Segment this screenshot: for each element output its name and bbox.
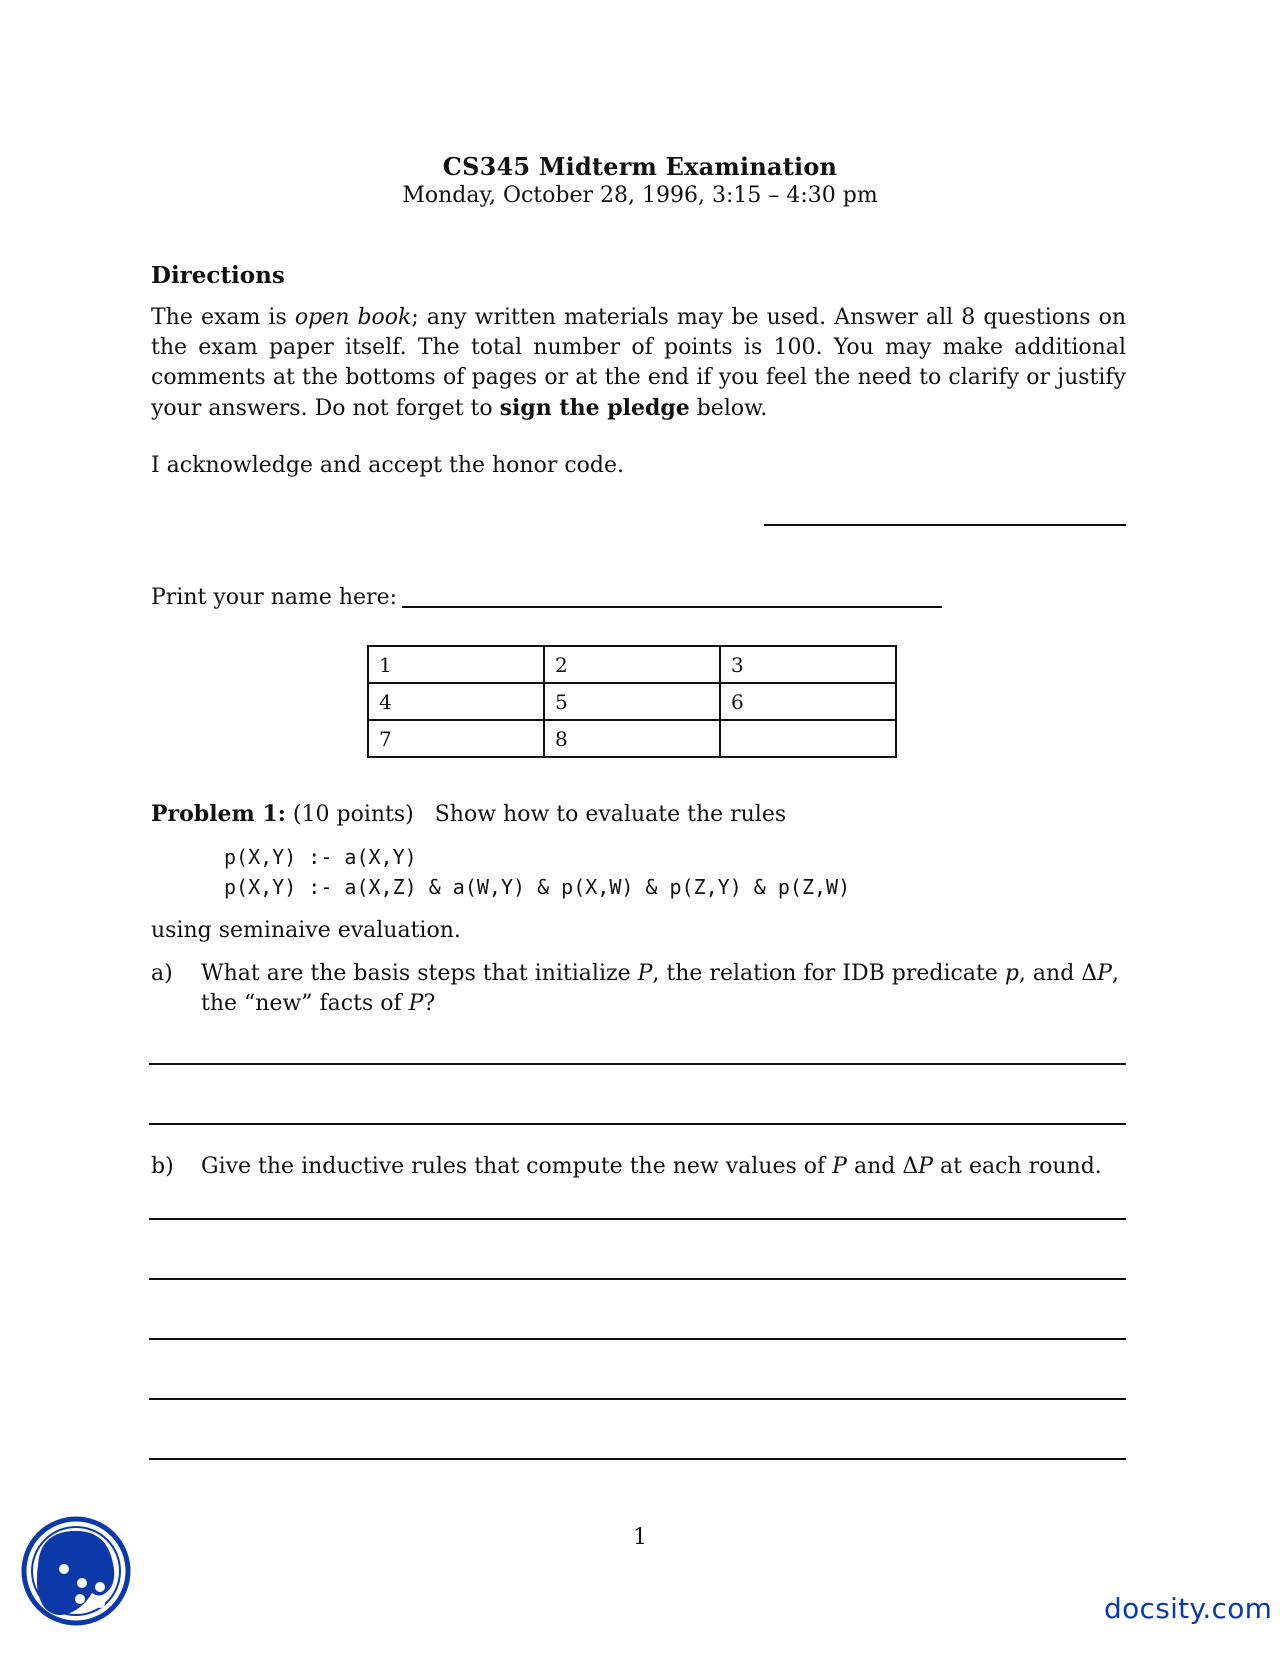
table-row xyxy=(368,720,896,757)
problem-points: (10 points) xyxy=(292,802,414,827)
part-b-label: b) xyxy=(151,1154,174,1179)
directions-text-part: below. xyxy=(689,396,768,421)
docsity-logo-graphic xyxy=(20,1515,132,1627)
directions-text xyxy=(151,303,1126,424)
score-cell: 3 xyxy=(720,646,896,683)
table-row xyxy=(368,646,896,683)
directions-open-book: open book xyxy=(294,305,412,330)
directions-text-part: The exam is xyxy=(151,305,295,330)
docsity-logo-icon[interactable] xyxy=(20,1515,132,1627)
part-a-text: , the “new” facts of xyxy=(201,961,1119,1016)
answer-line[interactable] xyxy=(149,1278,1126,1280)
page-number: 1 xyxy=(633,1525,647,1550)
directions-heading: Directions xyxy=(151,262,285,289)
answer-line[interactable] xyxy=(149,1458,1126,1460)
using-seminaive: using seminaive evaluation. xyxy=(151,918,461,943)
directions-text-part: ; any written materials may be used. Answer all 8 questions on the exam paper itself. The total number of points is 100. You may make additional comments at the bottoms of pages or at the end if you feel the need to clarify or justify your answers. Do not forget to xyxy=(151,305,1126,421)
answer-line[interactable] xyxy=(149,1338,1126,1340)
math-P: P xyxy=(637,961,653,986)
signature-line[interactable] xyxy=(764,524,1126,526)
score-cell xyxy=(720,720,896,757)
part-a-text: ? xyxy=(423,991,436,1016)
exam-title: CS345 Midterm Examination xyxy=(442,152,838,181)
math-P: P xyxy=(832,1154,847,1179)
part-b-question xyxy=(201,1152,1126,1182)
exam-date: Monday, October 28, 1996, 3:15 – 4:30 pm xyxy=(402,183,878,208)
part-a-label: a) xyxy=(151,961,173,986)
score-table xyxy=(367,645,897,758)
part-b-text: Give the inductive rules that compute the new values of xyxy=(201,1154,833,1179)
print-name-label: Print your name here: xyxy=(151,585,398,610)
answer-line[interactable] xyxy=(149,1218,1126,1220)
score-cell: 5 xyxy=(544,683,720,720)
rule-line: p(X,Y) :- a(X,Y) xyxy=(224,845,417,869)
part-a-question xyxy=(201,959,1126,1019)
math-p: p xyxy=(1004,961,1019,986)
part-a-text: , the relation for IDB predicate xyxy=(652,961,1005,986)
rule-line: p(X,Y) :- a(X,Z) & a(W,Y) & p(X,W) & p(Z,Y) & p(Z,W) xyxy=(224,875,851,899)
score-cell: 4 xyxy=(368,683,544,720)
answer-line[interactable] xyxy=(149,1398,1126,1400)
part-a-text: What are the basis steps that initialize xyxy=(201,961,638,986)
part-b-text: at each round. xyxy=(933,1154,1102,1179)
problem-intro: Show how to evaluate the rules xyxy=(434,802,787,827)
part-a-text: , and Δ xyxy=(1018,961,1098,986)
score-cell: 6 xyxy=(720,683,896,720)
part-b-text: and Δ xyxy=(846,1154,919,1179)
problem-label: Problem 1: xyxy=(151,801,286,827)
score-cell: 2 xyxy=(544,646,720,683)
score-cell: 8 xyxy=(544,720,720,757)
docsity-brand[interactable]: docsity.com xyxy=(1104,1592,1273,1625)
answer-line[interactable] xyxy=(149,1123,1126,1125)
score-cell: 7 xyxy=(368,720,544,757)
problem-1-header xyxy=(151,801,786,827)
math-P: P xyxy=(1097,961,1112,986)
math-P: P xyxy=(918,1154,934,1179)
honor-code-statement: I acknowledge and accept the honor code. xyxy=(151,453,625,478)
directions-sign-pledge: sign the pledge xyxy=(499,395,690,421)
math-P: P xyxy=(408,991,424,1016)
answer-line[interactable] xyxy=(149,1063,1126,1065)
score-cell: 1 xyxy=(368,646,544,683)
name-line[interactable] xyxy=(402,606,942,608)
datalog-rules xyxy=(224,842,850,902)
table-row xyxy=(368,683,896,720)
